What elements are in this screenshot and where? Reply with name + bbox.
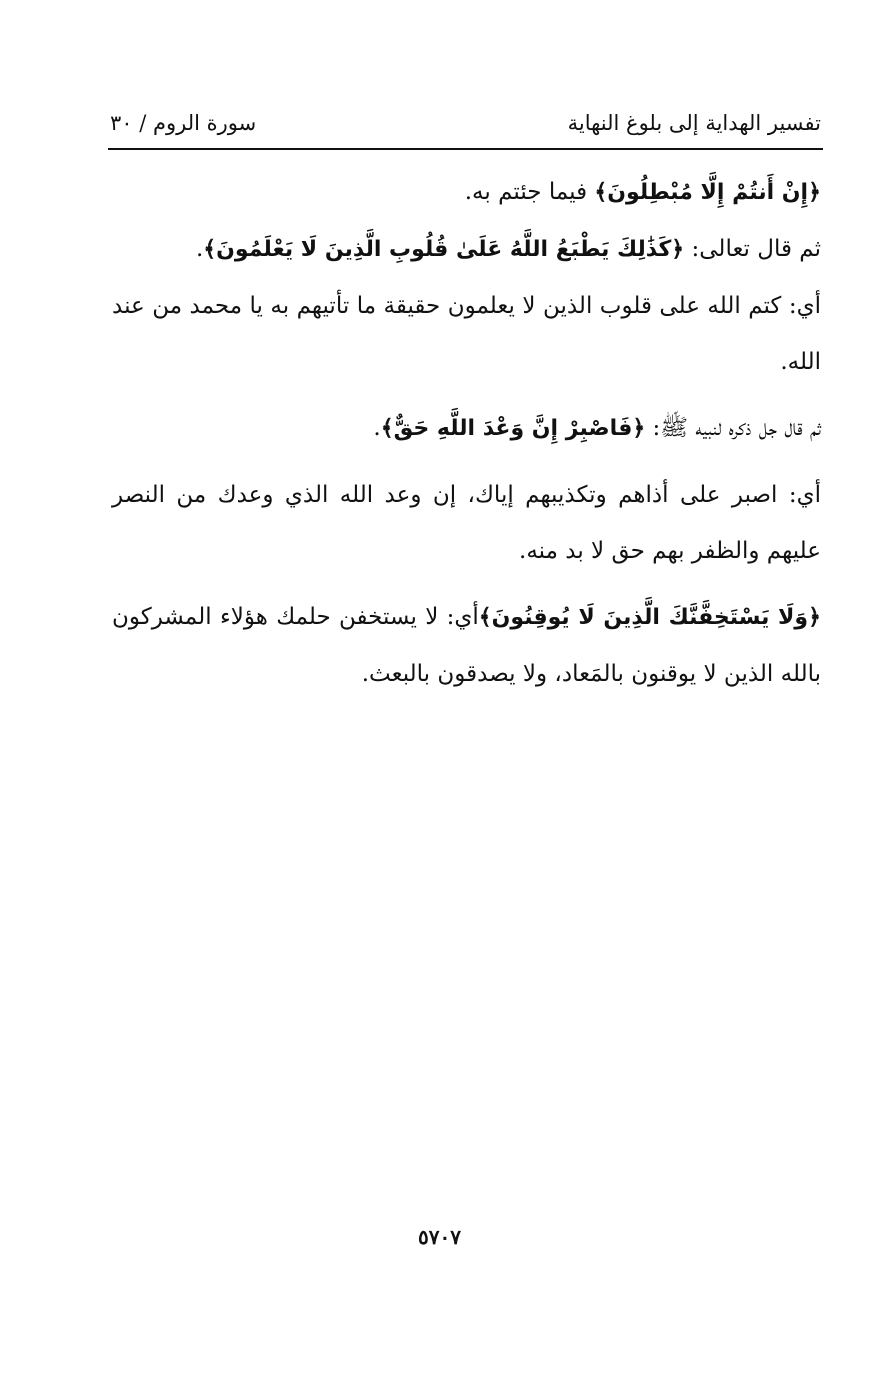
paragraph-2 [112, 221, 821, 278]
page-number: ٥٧٠٧ [418, 1225, 461, 1249]
header-divider [108, 148, 823, 150]
paragraph-text: أي: كتم الله على قلوب الذين لا يعلمون حقيقة ما تأتيهم به يا محمد من عند الله. [112, 293, 821, 375]
surah-label: سورة الروم / ٣٠ [110, 111, 257, 135]
paragraph-text: أي: لا يستخفن حلمك هؤلاء المشركون بالله الذين لا يوقنون بالمَعاد، ولا يصدقون بالبعث. [112, 604, 821, 687]
paragraph-4 [112, 400, 821, 457]
paragraph-6 [112, 589, 821, 702]
book-title: تفسير الهداية إلى بلوغ النهاية [567, 111, 821, 135]
paragraph-tail: . [195, 236, 204, 262]
quran-verse: ﴿فَاصْبِرْ إِنَّ وَعْدَ اللَّهِ حَقٌّ﴾ [380, 416, 646, 441]
commentary-body [112, 164, 821, 702]
quran-verse: ﴿وَلَا يَسْتَخِفَّنَّكَ الَّذِينَ لَا يُوقِنُونَ﴾ [478, 605, 821, 630]
paragraph-tail: . [373, 415, 381, 441]
quran-verse: ﴿كَذَٰلِكَ يَطْبَعُ اللَّهُ عَلَىٰ قُلُوبِ الَّذِينَ لَا يَعْلَمُونَ﴾ [203, 237, 685, 262]
paragraph-text: أي: اصبر على أذاهم وتكذيبهم إياك، إن وعد الله الذي وعدك من النصر عليهم والظفر بهم حق لا بد منه. [112, 482, 821, 564]
paragraph-lead: ثم قال تعالى: [684, 236, 821, 262]
running-header [110, 108, 821, 144]
paragraph-1 [112, 164, 821, 221]
paragraph-lead: ثم قال جل ذكره لنبيه ﷺ: [645, 415, 821, 441]
paragraph-3 [112, 278, 821, 390]
quran-verse: ﴿إِنْ أَنتُمْ إِلَّا مُبْطِلُونَ﴾ [594, 180, 821, 205]
paragraph-5 [112, 467, 821, 579]
paragraph-text: فيما جئتم به. [464, 179, 595, 205]
